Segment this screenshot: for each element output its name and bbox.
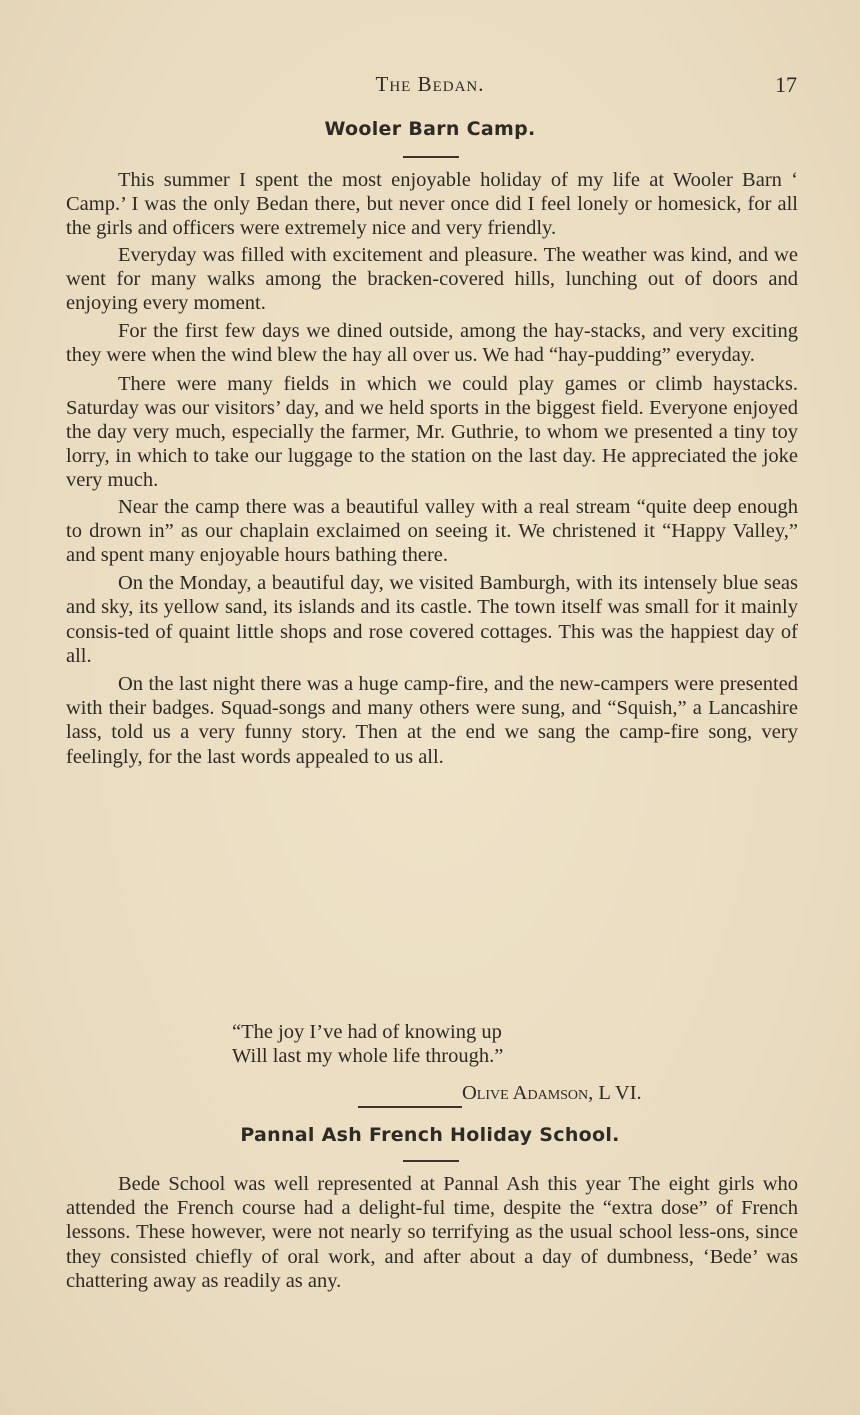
verse-quote [232, 1020, 503, 1068]
signature-rule [358, 1106, 462, 1108]
paragraph: On the Monday, a beautiful day, we visited Bamburgh, with its intensely blue seas and sky, its yellow sand, its islands and its castle. The town itself was small for it mainly consis-ted of quaint little shops and rose covered cottages. This was the happiest day of all. [66, 572, 798, 667]
paragraph: Bede School was well represented at Pannal Ash this year The eight girls who attended the French course had a delight-ful time, despite the “extra dose” of French lessons. These however, were not nearly so terrifying as the usual school less-ons, since they consisted chiefly of oral work, and after about a day of dumbness, ‘Bede’ was chattering away as readily as any. [66, 1173, 798, 1292]
paragraph: For the first few days we dined outside, among the hay-stacks, and very exciting they were when the wind blew the hay all over us. We had “hay-pudding” everyday. [66, 320, 798, 367]
page-number: 17 [775, 72, 797, 97]
paragraph: On the last night there was a huge camp-fire, and the new-campers were presented with their badges. Squad-songs and many others were sung, and “Squish,” a Lancashire lass, told us a very funny story. Then at the end we sang the camp-fire song, very feelingly, for the last words appealed to us all. [66, 673, 798, 768]
paragraph: There were many fields in which we could play games or climb haystacks. Saturday was our visitors’ day, and we held sports in the biggest field. Everyone enjoyed the day very much, especially the farmer, Mr. Guthrie, to whom we presented a tiny toy lorry, in which to take our luggage to the station on the last day. He appreciated the joke very much. [66, 372, 798, 492]
article-title-pannal-ash: Pannal Ash French Holiday School. [240, 1124, 620, 1146]
running-title: The Bedan. [375, 72, 485, 96]
paragraph: Near the camp there was a beautiful valley with a real stream “quite deep enough to drown in” as our chaplain exclaimed on seeing it. We christened it “Happy Valley,” and spent many enjoyable hours bathing there. [66, 495, 798, 567]
paragraph: This summer I spent the most enjoyable holiday of my life at Wooler Barn ‘ Camp.’ I was the only Bedan there, but never once did I feel lonely or homesick, for all the girls and officers were extremely nice and very friendly. [66, 169, 798, 240]
article-body-pannal-ash [66, 1172, 798, 1293]
paragraph: Everyday was filled with excitement and pleasure. The weather was kind, and we went for many walks among the bracken-covered hills, lunching out of doors and enjoying every moment. [66, 243, 798, 315]
article-title-wooler: Wooler Barn Camp. [324, 118, 536, 140]
title-rule [403, 156, 459, 158]
verse-line: Will last my whole life through.” [232, 1045, 504, 1068]
verse-line: “The joy I’ve had of knowing up [232, 1021, 502, 1043]
author-signature: Olive Adamson, L VI. [462, 1082, 642, 1104]
article-body-wooler [66, 168, 798, 769]
title-rule [403, 1160, 459, 1162]
